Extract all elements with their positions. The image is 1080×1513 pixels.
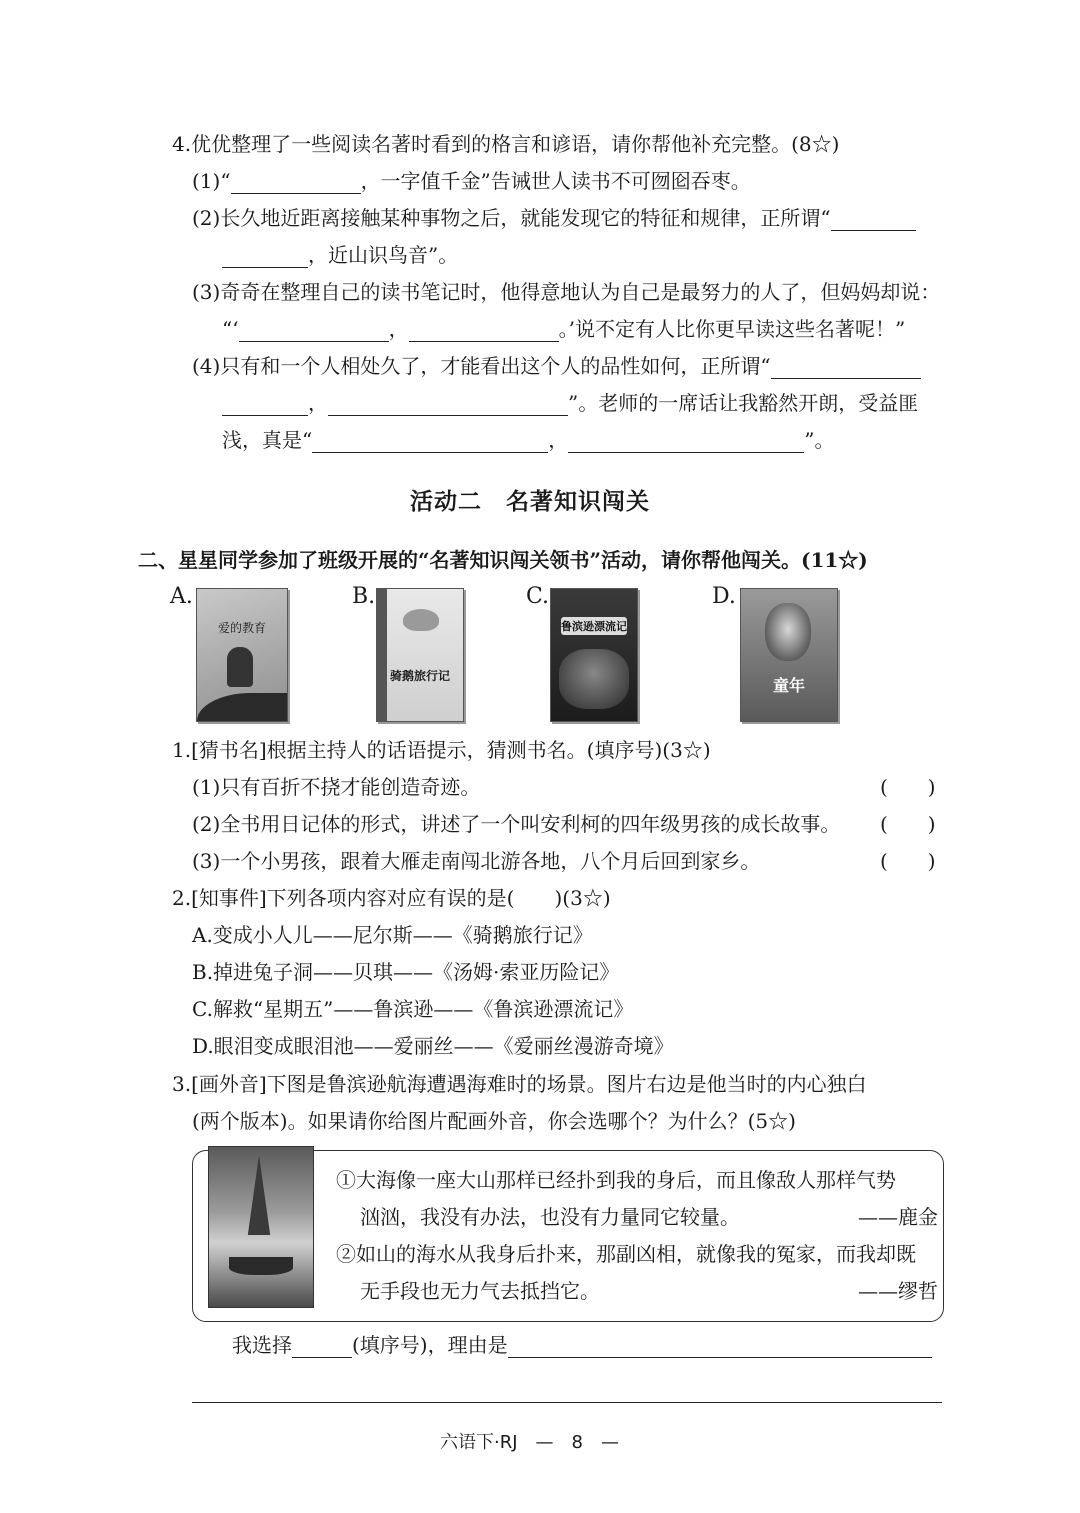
q4-blank-4e[interactable] <box>568 432 804 453</box>
book-cover-c <box>550 588 638 722</box>
book-letter-d: D. <box>712 584 736 609</box>
book-b-title: 骑鹅旅行记 <box>389 669 450 683</box>
q4-item-2-text: (2)长久地近距离接触某种事物之后，就能发现它的特征和规律，正所谓“ <box>192 206 831 230</box>
q4-blank-2b[interactable] <box>222 247 308 268</box>
book-a-figure <box>227 647 253 687</box>
q3-line1: 3.[画外音]下图是鲁滨逊航海遭遇海难时的场景。图片右边是他当时的内心独白 <box>172 1072 867 1096</box>
q4-item-4-mid: ， <box>308 391 328 415</box>
q4-item-4-line3-mid: ， <box>548 428 569 452</box>
book-cover-b <box>376 588 464 722</box>
q4-item-4-line1 <box>192 353 921 379</box>
q4-item-3-line2 <box>222 316 905 342</box>
q3-answer-line <box>232 1332 932 1358</box>
q4-item-2-line2 <box>222 242 458 268</box>
book-letter-b: B. <box>352 584 376 609</box>
q1-title: 1.[猜书名]根据主持人的话语提示，猜测书名。(填序号)(3☆) <box>172 738 711 762</box>
book-letter-a: A. <box>170 584 193 609</box>
book-b-goose <box>403 609 439 631</box>
q1-answer-1[interactable]: ( ) <box>880 775 936 799</box>
q4-item-3-post: 。’说不定有人比你更早读这些名著呢！” <box>558 317 906 341</box>
q2-option-a: A.变成小人儿——尼尔斯——《骑鹅旅行记》 <box>192 923 593 947</box>
q2-option-b: B.掉进兔子洞——贝琪——《汤姆·索亚历险记》 <box>192 960 620 984</box>
q1-answer-2[interactable]: ( ) <box>880 812 936 836</box>
q4-title: 4.优优整理了一些阅读名著时看到的格言和谚语，请你帮他补充完整。(8☆) <box>172 132 840 156</box>
q1-answer-3[interactable]: ( ) <box>880 849 936 873</box>
book-b-spine <box>377 589 387 721</box>
book-a-wave <box>197 693 287 721</box>
q4-blank-4c[interactable] <box>328 395 568 416</box>
q3-reason-blank-2[interactable] <box>192 1402 942 1403</box>
shipwreck-illustration <box>208 1146 314 1308</box>
q4-item-4-line2 <box>222 390 918 416</box>
book-d-portrait <box>765 603 811 661</box>
q4-item-4-line3-pre: 浅，真是“ <box>222 428 313 452</box>
q4-item-1-pre: (1)“ <box>192 169 231 193</box>
q4-item-2-end: ，近山识鸟音”。 <box>308 243 459 267</box>
q1-item-3: (3)一个小男孩，跟着大雁走南闯北游各地，八个月后回到家乡。 <box>192 849 761 873</box>
book-a-title: 爱的教育 <box>217 621 266 635</box>
q4-item-3-mid: ， <box>388 317 409 341</box>
q4-item-4-line3 <box>222 427 834 453</box>
q1-item-2: (2)全书用日记体的形式，讲述了一个叫安利柯的四年级男孩的成长故事。 <box>192 812 841 836</box>
q3-version-1-line1: ①大海像一座大山那样已经扑到我的身后，而且像敌人那样气势 <box>336 1168 896 1192</box>
q1-item-1: (1)只有百折不挠才能创造奇迹。 <box>192 775 481 799</box>
q4-blank-4b[interactable] <box>222 395 308 416</box>
q3-version-2-author: ——缪哲 <box>858 1279 938 1303</box>
q4-blank-1[interactable] <box>231 173 361 194</box>
book-cover-a <box>196 588 288 722</box>
page-footer: 六语下·RJ — 8 — <box>440 1432 619 1453</box>
q4-item-1-post: ，一字值千金”告诫世人读书不可囫囵吞枣。 <box>360 169 751 193</box>
q3-choice-blank[interactable] <box>292 1337 352 1358</box>
shipwreck-boat <box>229 1257 293 1275</box>
q3-reason-blank[interactable] <box>508 1337 932 1358</box>
q4-blank-4d[interactable] <box>312 432 548 453</box>
q3-version-2-line1: ②如山的海水从我身后扑来，那副凶相，就像我的冤家，而我却既 <box>336 1242 916 1266</box>
q4-item-1 <box>192 168 751 194</box>
q4-item-4-post: ”。老师的一席话让我豁然开朗，受益匪 <box>568 391 919 415</box>
q3-answer-pre: 我选择 <box>232 1333 292 1357</box>
section-intro: 二、星星同学参加了班级开展的“名著知识闯关领书”活动，请你帮他闯关。(11☆) <box>138 548 868 572</box>
q3-version-2-line2: 无手段也无力气去抵挡它。 <box>360 1279 600 1303</box>
q4-item-4-line3-post: ”。 <box>804 428 835 452</box>
q2-title: 2.[知事件]下列各项内容对应有误的是( )(3☆) <box>172 886 611 910</box>
q4-blank-3a[interactable] <box>239 321 389 342</box>
q3-version-1-line2: 汹汹，我没有办法，也没有力量同它较量。 <box>360 1205 740 1229</box>
q2-option-c: C.解救“星期五”——鲁滨逊——《鲁滨逊漂流记》 <box>192 997 634 1021</box>
section-heading: 活动二 名著知识闯关 <box>410 489 650 515</box>
q4-item-2-line1 <box>192 205 916 231</box>
book-letter-c: C. <box>526 584 550 609</box>
q4-item-3-pre: “‘ <box>222 317 239 341</box>
q2-option-d: D.眼泪变成眼泪池——爱丽丝——《爱丽丝漫游奇境》 <box>192 1034 674 1058</box>
q3-version-1-author: ——鹿金 <box>858 1205 938 1229</box>
book-cover-d <box>740 588 838 722</box>
q4-item-3-line1: (3)奇奇在整理自己的读书笔记时，他得意地认为自己是最努力的人了，但妈妈却说： <box>192 280 941 304</box>
q4-blank-4a[interactable] <box>771 358 921 379</box>
book-c-title: 鲁滨逊漂流记 <box>561 620 627 633</box>
q4-blank-2a[interactable] <box>831 210 916 231</box>
q4-item-4-text: (4)只有和一个人相处久了，才能看出这个人的品性如何，正所谓“ <box>192 354 771 378</box>
book-d-title: 童年 <box>772 676 805 695</box>
shipwreck-wave <box>231 1155 287 1235</box>
book-c-scene <box>559 649 629 709</box>
q4-blank-3b[interactable] <box>409 321 559 342</box>
q3-answer-mid: (填序号)，理由是 <box>352 1333 508 1357</box>
q3-line2: (两个版本)。如果请你给图片配画外音，你会选哪个？为什么？(5☆) <box>192 1109 796 1133</box>
